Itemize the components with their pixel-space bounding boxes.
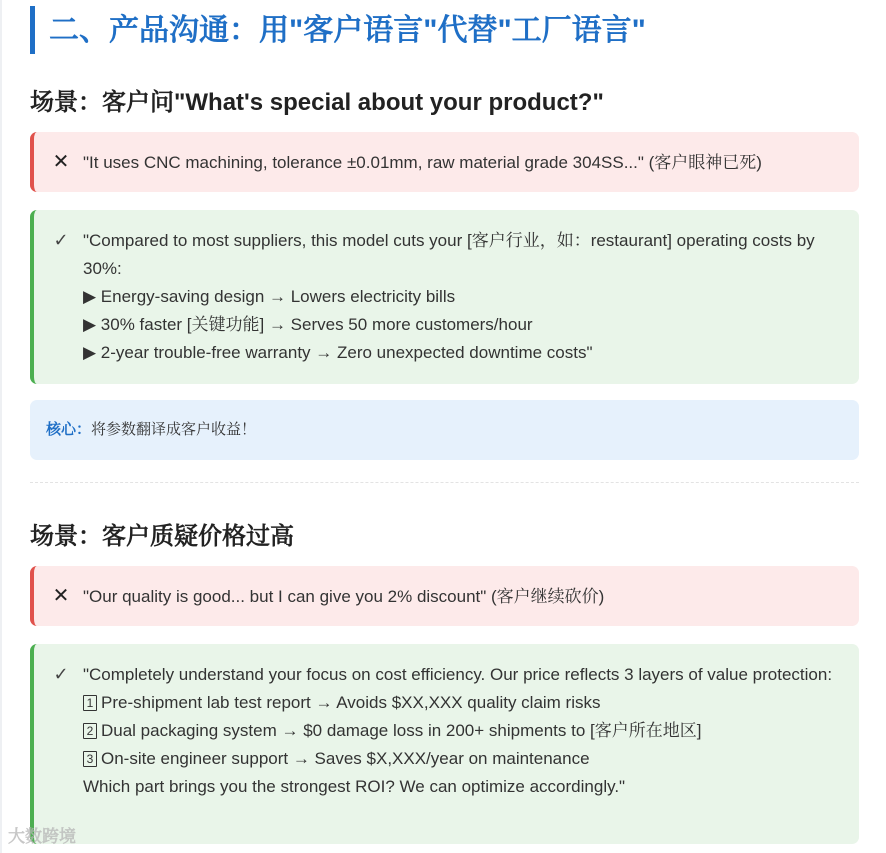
checkmark-icon: ✓ xyxy=(53,664,69,684)
tip-text: 将参数翻译成客户收益！ xyxy=(91,421,257,438)
page-left-border xyxy=(0,0,2,853)
good-example-intro: "Completely understand your focus on cost efficiency. Our price reflects 3 layers of value protection: xyxy=(83,665,833,684)
cross-icon: ✕ xyxy=(52,151,70,173)
good-example-line: "Compared to most suppliers, this model cuts your [客户行业，如：restaurant] operating costs by 30%: xyxy=(83,231,815,278)
bad-example-text: "Our quality is good... but I can give you 2% discount" (客户继续砍价) xyxy=(83,587,605,606)
scene-2-good-example xyxy=(30,644,859,844)
value-item-3 xyxy=(83,745,847,773)
cross-icon: ✕ xyxy=(52,585,70,607)
value-item-text: Pre-shipment lab test report → Avoids $XX,XXX quality claim risks xyxy=(101,693,601,712)
number-2-icon: 2 xyxy=(83,723,97,739)
tip-label: 核心： xyxy=(46,421,92,438)
bad-example-text: "It uses CNC machining, tolerance ±0.01mm, raw material grade 304SS..." (客户眼神已死) xyxy=(83,153,762,172)
scene-2-bad-example xyxy=(30,566,859,626)
section-divider xyxy=(30,482,859,483)
scene-1-good-example xyxy=(30,210,859,384)
good-example-line: ▶ 30% faster [关键功能] → Serves 50 more customers/hour xyxy=(83,315,533,334)
value-item-2 xyxy=(83,717,847,745)
scene-2-title: 场景：客户质疑价格过高 xyxy=(30,523,294,550)
scene-1-title: 场景：客户问"What's special about your product?" xyxy=(30,89,604,116)
key-point-tip xyxy=(30,400,859,460)
number-1-icon: 1 xyxy=(83,695,97,711)
good-example-line: ▶ 2-year trouble-free warranty → Zero unexpected downtime costs" xyxy=(83,343,593,362)
scene-1-bad-example xyxy=(30,132,859,192)
checkmark-icon: ✓ xyxy=(53,230,69,250)
number-3-icon: 3 xyxy=(83,751,97,767)
good-example-line: ▶ Energy-saving design → Lowers electricity bills xyxy=(83,287,456,306)
value-item-text: Dual packaging system → $0 damage loss in 200+ shipments to [客户所在地区] xyxy=(101,721,702,740)
section-title: 二、产品沟通：用"客户语言"代替"工厂语言" xyxy=(30,6,646,54)
good-example-outro: Which part brings you the strongest ROI? We can optimize accordingly." xyxy=(83,777,626,796)
value-item-1 xyxy=(83,689,847,717)
value-item-text: On-site engineer support → Saves $X,XXX/year on maintenance xyxy=(101,749,590,768)
watermark-logo: 大数跨境 xyxy=(8,827,76,846)
